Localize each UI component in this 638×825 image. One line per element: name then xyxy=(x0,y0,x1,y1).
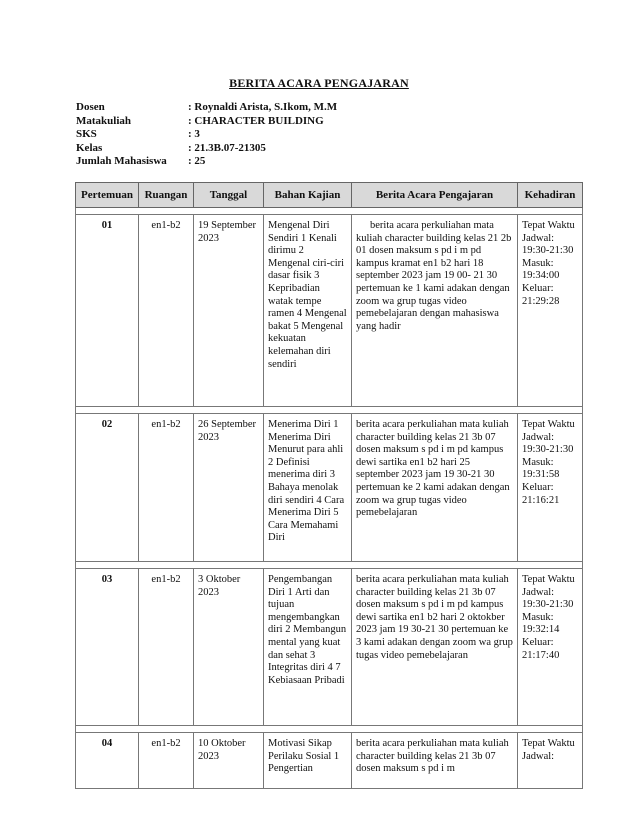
cell-ruangan: en1-b2 xyxy=(139,733,194,789)
cell-tanggal: 3 Oktober 2023 xyxy=(194,569,264,726)
cell-bahan-kajian: Pengembangan Diri 1 Arti dan tujuan mengembangkan diri 2 Membangun mental yang kuat dan sehat 3 Integritas diri 4 7 Kebiasaan Pribadi xyxy=(264,569,352,726)
info-value: : CHARACTER BUILDING xyxy=(188,114,324,127)
cell-pertemuan: 03 xyxy=(76,569,139,726)
info-label: Jumlah Mahasiswa xyxy=(76,155,167,167)
cell-berita-acara: berita acara perkuliahan mata kuliah character building kelas 21 3b 07 dosen maksum s pd i m xyxy=(352,733,518,789)
header-berita-acara: Berita Acara Pengajaran xyxy=(352,183,518,208)
info-row-dosen xyxy=(76,101,337,115)
cell-pertemuan: 04 xyxy=(76,733,139,789)
cell-bahan-kajian: Menerima Diri 1 Menerima Diri Menurut para ahli 2 Definisi menerima diri 3 Bahaya menolak diri sendiri 4 Cara Menerima Diri 5 Cara Memahami Diri xyxy=(264,414,352,562)
header-ruangan: Ruangan xyxy=(139,183,194,208)
header-kehadiran: Kehadiran xyxy=(518,183,583,208)
cell-ruangan: en1-b2 xyxy=(139,414,194,562)
cell-pertemuan: 01 xyxy=(76,215,139,407)
table-row xyxy=(76,569,583,726)
cell-berita-acara: berita acara perkuliahan mata kuliah character building kelas 21 3b 07 dosen maksum s pd i m pd kampus dewi sartika en1 b2 hari 25 september 2023 jam 19 30-21 30 pertemuan ke 2 kami adakan dengan zoom wa grup tugas video pemebelajaran xyxy=(352,414,518,562)
table-row xyxy=(76,414,583,562)
header-pertemuan: Pertemuan xyxy=(76,183,139,208)
header-bahan-kajian: Bahan Kajian xyxy=(264,183,352,208)
cell-kehadiran: Tepat Waktu Jadwal: 19:30-21:30 Masuk: 19:31:58 Keluar: 21:16:21 xyxy=(518,414,583,562)
table-row xyxy=(76,215,583,407)
info-label: SKS xyxy=(76,128,97,140)
cell-kehadiran: Tepat Waktu Jadwal: xyxy=(518,733,583,789)
cell-kehadiran: Tepat Waktu Jadwal: 19:30-21:30 Masuk: 19:32:14 Keluar: 21:17:40 xyxy=(518,569,583,726)
table-spacer xyxy=(76,407,583,414)
info-value: : Roynaldi Arista, S.Ikom, M.M xyxy=(188,101,338,113)
info-label: Matakuliah xyxy=(76,114,132,127)
table-spacer xyxy=(76,562,583,569)
cell-kehadiran: Tepat Waktu Jadwal: 19:30-21:30 Masuk: 19:34:00 Keluar: 21:29:28 xyxy=(518,215,583,407)
table-spacer xyxy=(76,726,583,733)
info-row-matakuliah xyxy=(76,115,337,129)
header-tanggal: Tanggal xyxy=(194,183,264,208)
cell-ruangan: en1-b2 xyxy=(139,215,194,407)
info-value: : 21.3B.07-21305 xyxy=(188,141,266,154)
cell-berita-acara: berita acara perkuliahan mata kuliah character building kelas 21 3b 07 dosen maksum s pd i m pd kampus dewi sartika en1 b2 hari 2 oktokber 2023 jam 19 30-21 30 pertemuan ke 3 kami adakan dengan zoom wa grup tugas video pemebelajaran xyxy=(352,569,518,726)
table-row xyxy=(76,733,583,789)
info-row-jumlah-mahasiswa xyxy=(76,155,337,169)
cell-pertemuan: 02 xyxy=(76,414,139,562)
info-label: Kelas xyxy=(76,141,103,154)
cell-tanggal: 10 Oktober 2023 xyxy=(194,733,264,789)
info-value: : 3 xyxy=(188,128,200,140)
document-title: BERITA ACARA PENGAJARAN xyxy=(229,76,409,90)
cell-tanggal: 19 September 2023 xyxy=(194,215,264,407)
teaching-record-table xyxy=(75,182,583,789)
cell-bahan-kajian: Mengenal Diri Sendiri 1 Kenali dirimu 2 Mengenal ciri-ciri dasar fisik 3 Kepribadian watak tempe ramen 4 Mengenal bakat 5 Mengenal kekuatan kelemahan diri sendiri xyxy=(264,215,352,407)
table-header-row xyxy=(76,183,583,208)
info-row-kelas xyxy=(76,142,337,156)
cell-ruangan: en1-b2 xyxy=(139,569,194,726)
info-block xyxy=(76,101,337,169)
info-value: : 25 xyxy=(188,155,206,167)
info-row-sks xyxy=(76,128,337,142)
cell-bahan-kajian: Motivasi Sikap Perilaku Sosial 1 Pengertian xyxy=(264,733,352,789)
info-label: Dosen xyxy=(76,101,105,113)
cell-berita-acara: berita acara perkuliahan mata kuliah character building kelas 21 2b 01 dosen maksum s pd i m pd kampus kramat en1 b2 hari 18 september 2023 jam 19 00- 21 30 pertemuan ke 1 kami adakan dengan zoom wa grup tugas video pemebelajaran dengan mahasiswa yang hadir xyxy=(352,215,518,407)
cell-tanggal: 26 September 2023 xyxy=(194,414,264,562)
table-spacer xyxy=(76,208,583,215)
